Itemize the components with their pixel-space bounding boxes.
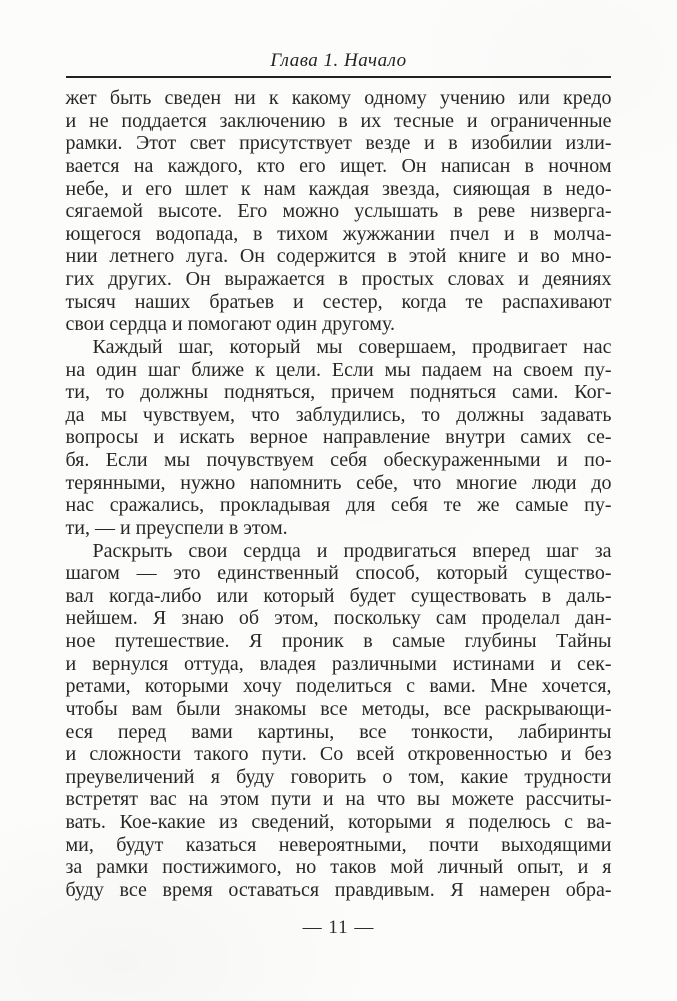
text-line: гих других. Он выражается в простых словах и деяниях (65, 268, 612, 290)
text-line: и вернулся оттуда, владея различными истинами и сек- (65, 652, 612, 675)
text-line: сягаемой высоте. Его можно услышать в реве низверга- (65, 200, 612, 223)
text-line: Раскрыть свои сердца и продвигаться вперед шаг за (92, 539, 612, 562)
paragraph (66, 87, 612, 336)
text-line: свои сердца и помогают один другому. (65, 313, 395, 336)
text-line: небе, и его шлет к нам каждая звезда, сияющая в недо- (65, 177, 612, 200)
text-line: рамки. Этот свет присутствует везде и в изобилии изли- (65, 132, 612, 155)
text-line: ти, то должны подняться, причем подняться сами. Ког- (65, 381, 612, 404)
paragraph (66, 540, 612, 902)
header-rule (66, 76, 611, 78)
page-number: — 11 — (302, 916, 375, 938)
text-line: еся перед вами картины, все тонкости, лабиринты (65, 720, 612, 743)
text-line: терянными, нужно напомнить себе, что многие люди до (65, 471, 612, 494)
text-line: за рамки постижимого, но таков мой личный опыт, и я (65, 856, 612, 879)
text-line: встретят вас на этом пути и на что вы можете рассчиты- (65, 788, 612, 811)
text-line: вать. Кое-какие из сведений, которыми я поделюсь с ва- (65, 811, 612, 833)
text-line: ти, — и преуспели в этом. (65, 516, 288, 539)
text-line: Каждый шаг, который мы совершаем, продвигает нас (92, 335, 612, 358)
text-line: ми, будут казаться невероятными, почти выходящими (65, 833, 612, 856)
page-body-text (66, 87, 612, 902)
text-line: вал когда-либо или который будет существовать в даль- (65, 584, 612, 607)
text-line: преувеличений я буду говорить о том, какие трудности (65, 765, 612, 788)
text-line: ретами, которыми хочу поделиться с вами. Мне хочется, (65, 675, 612, 698)
text-line: вопросы и искать верное направление внутри самих се- (65, 426, 612, 449)
text-line: буду все время оставаться правдивым. Я намерен обра- (65, 878, 612, 901)
text-line: на один шаг ближе к цели. Если мы падаем на своем пу- (65, 358, 612, 381)
text-line: ное путешествие. Я проник в самые глубины Тайны (65, 630, 612, 652)
text-line: бя. Если мы почувствуем себя обескураженными и по- (65, 449, 612, 471)
text-line: шагом — это единственный способ, который существо- (65, 562, 612, 585)
running-head-chapter-title: Глава 1. Начало (270, 50, 407, 71)
text-line: ющегося водопада, в тихом жужжании пчел и в молча- (65, 222, 612, 245)
text-line: чтобы вам были знакомы все методы, все раскрывающи- (65, 697, 612, 720)
text-line: нас сражались, прокладывая для себя те же самые пу- (65, 494, 612, 517)
text-line: жет быть сведен ни к какому одному учению или кредо (65, 87, 612, 109)
text-line: вается на каждого, кто его ищет. Он написан в ночном (65, 154, 612, 177)
paragraph (66, 336, 612, 540)
text-line: и сложности такого пути. Со всей откровенностью и без (65, 743, 612, 766)
text-line: тысяч наших братьев и сестер, когда те распахивают (65, 290, 612, 313)
text-line: нии летнего луга. Он содержится в этой книге и во мно- (65, 245, 612, 268)
text-line: да мы чувствуем, что заблудились, то должны задавать (65, 403, 612, 426)
text-line: нейшем. Я знаю об этом, поскольку сам проделал дан- (65, 607, 612, 630)
text-line: и не поддается заключению в их тесные и ограниченные (65, 109, 612, 132)
